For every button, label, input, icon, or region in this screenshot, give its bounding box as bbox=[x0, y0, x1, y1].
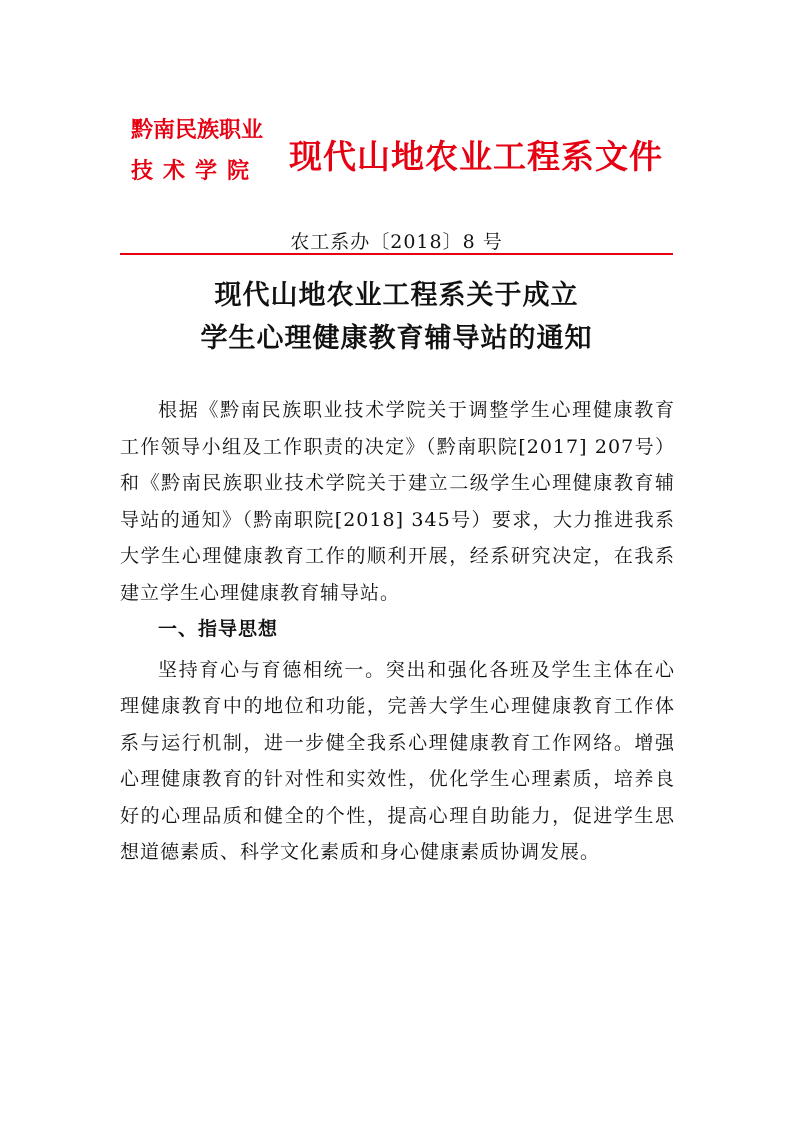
document-body bbox=[120, 392, 675, 871]
red-divider-line bbox=[120, 253, 673, 255]
notice-title-line2: 学生心理健康教育辅导站的通知 bbox=[200, 323, 593, 354]
school-name-line2: 技术学院 bbox=[131, 159, 260, 184]
guiding-ideology-paragraph: 坚持育心与育德相统一。突出和强化各班及学生主体在心理健康教育中的地位和功能，完善大学生心理健康教育工作体系与运行机制，进一步健全我系心理健康教育工作网络。增强心理健康教育的针对性和实效性，优化学生心理素质，培养良好的心理品质和健全的个性，提高心理自助能力，促进学生思想道德素质、科学文化素质和身心健康素质协调发展。 bbox=[120, 658, 675, 863]
intro-paragraph: 根据《黔南民族职业技术学院关于调整学生心理健康教育工作领导小组及工作职责的决定》（黔南职院[2017] 207号）和《黔南民族职业技术学院关于建立二级学生心理健康教育辅导站的通知》（黔南职院[2018] 345号）要求，大力推进我系大学生心理健康教育工作的顺利开展，经系研究决定，在我系建立学生心理健康教育辅导站。 bbox=[120, 399, 675, 604]
department-document-title: 现代山地农业工程系文件 bbox=[289, 137, 663, 176]
section-heading-guiding-ideology: 一、指导思想 bbox=[158, 618, 279, 640]
school-name-line1: 黔南民族职业 bbox=[131, 118, 264, 143]
notice-title-line1: 现代山地农业工程系关于成立 bbox=[214, 280, 579, 311]
document-number: 农工系办〔2018〕8 号 bbox=[290, 231, 503, 253]
